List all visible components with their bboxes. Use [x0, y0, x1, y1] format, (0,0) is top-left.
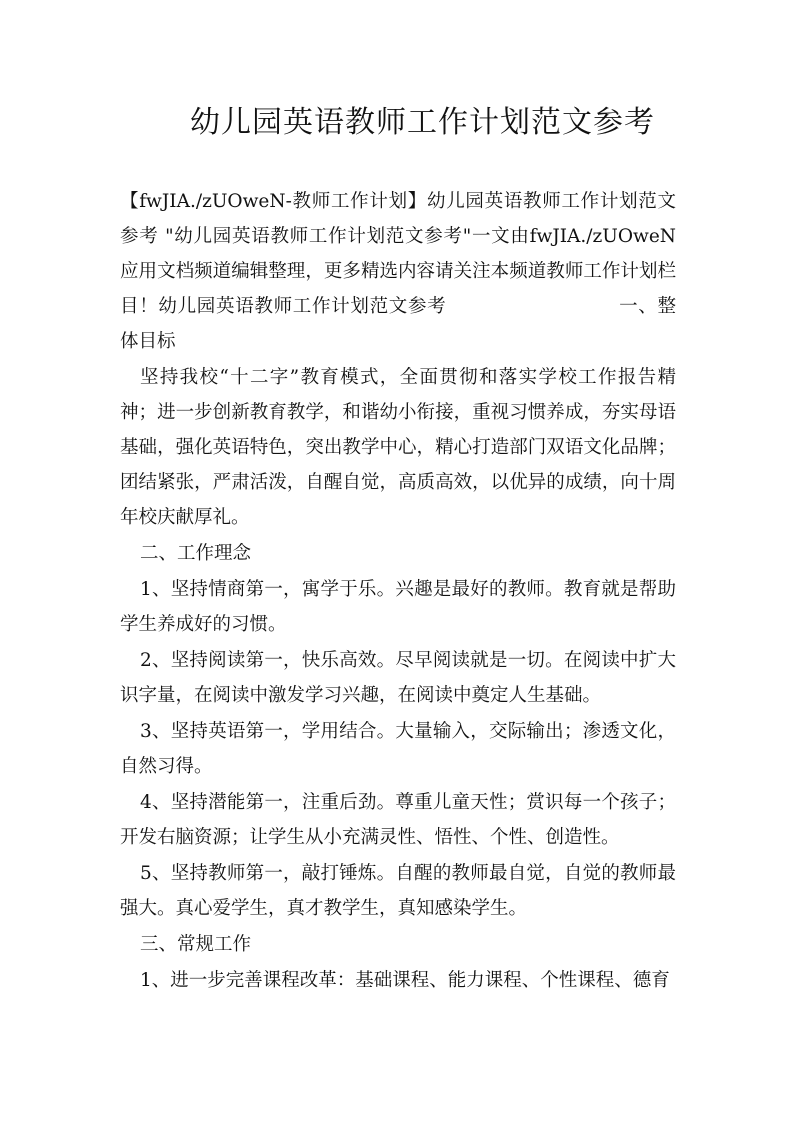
section-heading-work-philosophy: 二、工作理念: [140, 543, 252, 564]
paragraph-routine-1: 1、进一步完善课程改革：基础课程、能力课程、个性课程、德育: [140, 970, 670, 991]
paragraph-item-4: 4、坚持潜能第一，注重后劲。尊重儿童天性；赏识每一个孩子；开发右脑资源；让学生从小充满灵性、悟性、个性、创造性。: [120, 792, 676, 848]
paragraph-goals: 坚持我校“十二字”教育模式，全面贯彻和落实学校工作报告精神；进一步创新教育教学，和谐幼小衔接，重视习惯养成，夯实母语基础，强化英语特色，突出教学中心，精心打造部门双语文化品牌；团结紧张，严肃活泼，自醒自觉，高质高效，以优异的成绩，向十周年校庆献厚礼。: [120, 367, 676, 528]
paragraph-item-3: 3、坚持英语第一，学用结合。大量输入，交际输出；渗透文化，自然习得。: [120, 721, 676, 777]
paragraph-item-1: 1、坚持情商第一，寓学于乐。兴趣是最好的教师。教育就是帮助学生养成好的习惯。: [120, 579, 676, 635]
intro-text: 【fwJIA./zUOweN-教师工作计划】幼儿园英语教师工作计划范文参考 "幼儿园英语教师工作计划范文参考"一文由fwJIA./zUOweN应用文档频道编辑整理，更多精选内容请关注本频道教师工作计划栏目！幼儿园英语教师工作计划范文参考: [120, 191, 676, 317]
section-heading-overall-goals: 一、整体目标: [120, 296, 676, 352]
intro-paragraph: [120, 184, 676, 359]
document-title: 幼儿园英语教师工作计划范文参考: [190, 105, 655, 140]
section-heading-routine-work: 三、常规工作: [140, 934, 252, 955]
document-body: [120, 184, 676, 999]
paragraph-item-2: 2、坚持阅读第一，快乐高效。尽早阅读就是一切。在阅读中扩大识字量，在阅读中激发学习兴趣，在阅读中奠定人生基础。: [120, 650, 676, 706]
paragraph-item-5: 5、坚持教师第一，敲打锤炼。自醒的教师最自觉，自觉的教师最强大。真心爱学生，真才教学生，真知感染学生。: [120, 863, 676, 919]
